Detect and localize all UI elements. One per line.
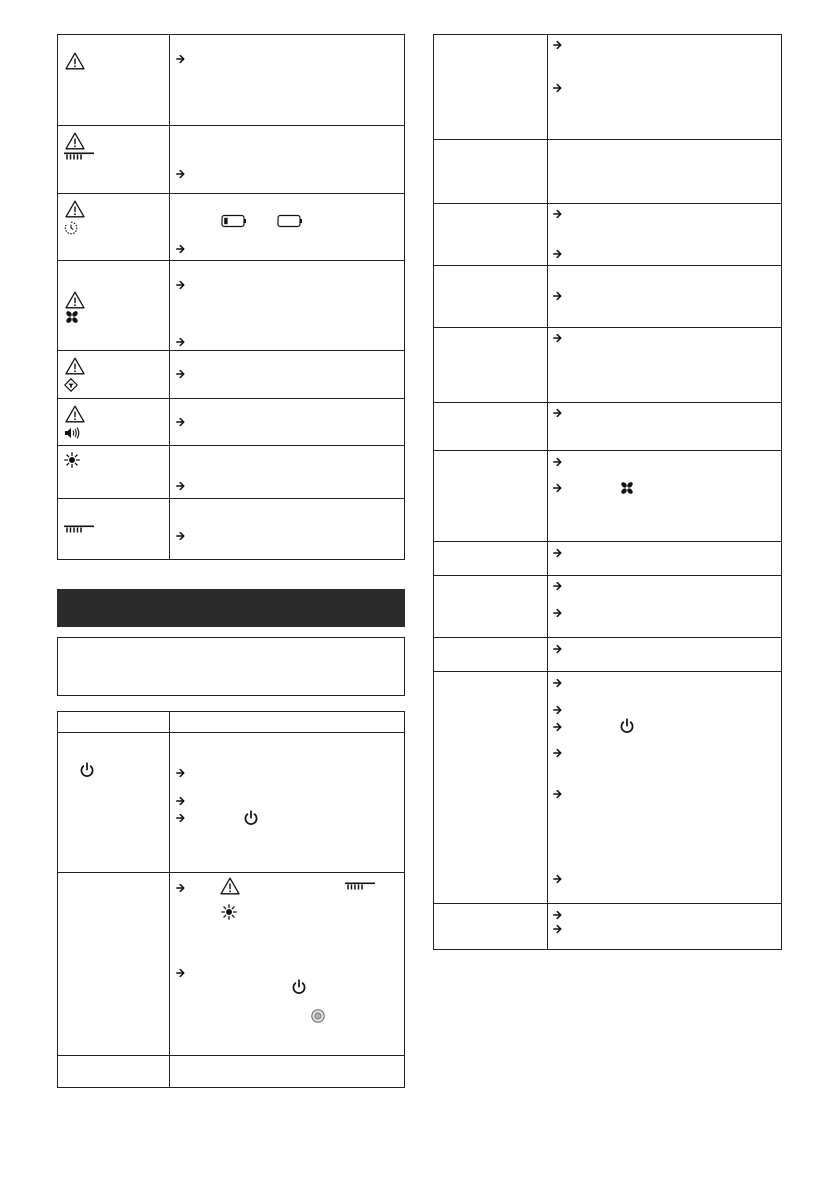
- table-row: [58, 732, 404, 873]
- arrow-right-icon: [176, 796, 186, 806]
- arrow-right-icon: [176, 244, 186, 254]
- arrow-right-icon: [553, 291, 563, 301]
- table-row: [434, 139, 781, 204]
- volume-icon: [64, 426, 80, 440]
- table-row: [434, 575, 781, 638]
- battery-full-icon: [277, 214, 303, 228]
- arrow-right-icon: [553, 408, 563, 418]
- table-row: [434, 671, 781, 904]
- fan-icon: [65, 310, 79, 324]
- table-row: [434, 35, 781, 139]
- arrow-right-icon: [553, 333, 563, 343]
- table-row: [58, 125, 404, 194]
- arrow-right-icon: [553, 83, 563, 93]
- arrow-right-icon: [176, 169, 186, 179]
- brush-bar-icon: [345, 882, 375, 890]
- battery-low-icon: [221, 214, 247, 228]
- rotating-brush-icon: [221, 904, 237, 920]
- table-row: [434, 903, 781, 951]
- arrow-right-icon: [553, 924, 563, 934]
- warning-triangle-icon: [65, 200, 85, 218]
- arrow-right-icon: [553, 910, 563, 920]
- table-row: [58, 445, 404, 499]
- arrow-right-icon: [553, 874, 563, 884]
- section-heading-bar: [57, 589, 405, 627]
- arrow-right-icon: [553, 748, 563, 758]
- arrow-right-icon: [176, 531, 186, 541]
- arrow-right-icon: [553, 722, 563, 732]
- arrow-right-icon: [553, 789, 563, 799]
- arrow-right-icon: [553, 209, 563, 219]
- table-row: [58, 193, 404, 261]
- status-indicator-table: [57, 34, 405, 560]
- table-row: [434, 203, 781, 266]
- power-icon: [619, 718, 635, 734]
- table-row: [58, 398, 404, 446]
- arrow-right-icon: [176, 417, 186, 427]
- table-row: [434, 541, 781, 576]
- power-icon: [79, 762, 95, 778]
- table-row: [58, 1055, 404, 1089]
- arrow-right-icon: [176, 768, 186, 778]
- arrow-right-icon: [553, 644, 563, 654]
- arrow-right-icon: [553, 678, 563, 688]
- timer-icon: [64, 221, 78, 235]
- arrow-right-icon: [553, 249, 563, 259]
- warning-triangle-icon: [65, 357, 85, 375]
- warning-triangle-icon: [65, 52, 85, 70]
- table-row: [434, 402, 781, 451]
- arrow-right-icon: [553, 581, 563, 591]
- table-row: [58, 350, 404, 399]
- arrow-right-icon: [176, 883, 186, 893]
- table-row: [434, 327, 781, 403]
- table-row: [58, 872, 404, 1056]
- fan-icon: [620, 481, 634, 495]
- arrow-right-icon: [553, 457, 563, 467]
- arrow-right-icon: [176, 369, 186, 379]
- table-row: [434, 637, 781, 672]
- rotating-brush-icon: [64, 452, 80, 468]
- table-row: [58, 260, 404, 351]
- filter-icon: [64, 378, 78, 392]
- arrow-right-icon: [553, 548, 563, 558]
- arrow-right-icon: [176, 337, 186, 347]
- table-header-row: [58, 712, 404, 732]
- table-row: [58, 35, 404, 125]
- arrow-right-icon: [176, 813, 186, 823]
- round-button-icon: [311, 1009, 325, 1023]
- arrow-right-icon: [553, 705, 563, 715]
- troubleshooting-table: [57, 711, 405, 1088]
- power-icon: [243, 810, 259, 826]
- table-row: [58, 498, 404, 561]
- arrow-right-icon: [176, 481, 186, 491]
- warning-triangle-icon: [65, 132, 85, 150]
- arrow-right-icon: [176, 54, 186, 64]
- power-icon: [291, 979, 307, 995]
- warning-triangle-icon: [65, 291, 85, 309]
- brush-bar-icon: [64, 152, 94, 160]
- brush-bar-icon: [64, 525, 94, 533]
- warning-triangle-icon: [65, 405, 85, 423]
- note-box: [57, 637, 405, 696]
- table-row: [434, 265, 781, 328]
- arrow-right-icon: [553, 483, 563, 493]
- arrow-right-icon: [553, 608, 563, 618]
- warning-triangle-icon: [220, 877, 240, 895]
- arrow-right-icon: [176, 968, 186, 978]
- table-row: [434, 450, 781, 542]
- arrow-right-icon: [553, 40, 563, 50]
- arrow-right-icon: [176, 280, 186, 290]
- troubleshooting-table-continued: [433, 34, 782, 950]
